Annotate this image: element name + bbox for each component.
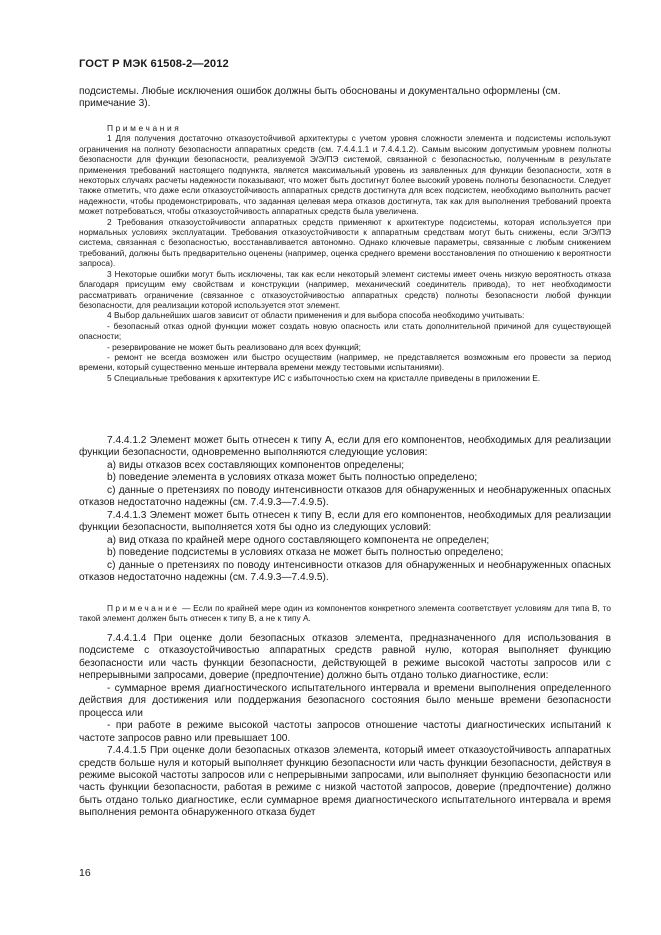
clause-7-4-4-1-2-a: а) виды отказов всех составляющих компонентов определены; xyxy=(107,459,405,471)
clause-7-4-4-1-2-c: c) данные о претензиях по поводу интенсивности отказов для обнаруженных и необнаруженных опасных отказов недостаточно надежны (см. 7.4.9.3—7.4.9.5). xyxy=(79,484,611,509)
intro-line-1: подсистемы. Любые исключения ошибок должны быть обоснованы и документально оформлены (см. xyxy=(79,86,561,97)
clause-7-4-4-1-5: 7.4.4.1.5 При оценке доли безопасных отказов элемента, который имеет отказоустойчивость аппаратных средств больше нуля и который выполняет функцию безопасности или часть функции безопасности, действуя в режиме высокой частоты запросов или с непрерывными запросами, или выполняет функцию безопасности или часть функции безопасности, работая в режиме с низкой частотой запросов, доверие (предпочтение) должно быть отдано только диагностике, если суммарное время диагностического испытательного интервала и время выполнения ремонта обнаруженного отказа будет xyxy=(79,745,611,819)
intro-block xyxy=(79,86,611,111)
type-note-label: Примечание xyxy=(107,603,180,613)
note-4-item-b: - резервирование не может быть реализовано для всех функций; xyxy=(107,341,362,352)
type-note xyxy=(79,603,611,624)
section-7-4-4-1-2 xyxy=(79,435,611,584)
type-note-block xyxy=(79,603,611,624)
note-5: 5 Специальные требования к архитектуре ИС с избыточностью схем на кристалле приведены в приложении Е. xyxy=(107,372,541,383)
note-4-item-a: - безопасный отказ одной функции может создать новую опасность или стать дополнительной причиной для существующей опасности; xyxy=(79,320,611,342)
clause-7-4-4-1-3-b: b) поведение подсистемы в условиях отказа не может быть полностью определено; xyxy=(107,547,504,559)
note-4-item-c: - ремонт не всегда возможен или быстро осуществим (например, не представляется возможным его провести за период времени, который существенно меньше интервала времени между тестовыми испытаниями). xyxy=(79,351,611,373)
clause-7-4-4-1-2-b: b) поведение элемента в условиях отказа может быть полностью определено; xyxy=(107,472,478,484)
note-2: 2 Требования отказоустойчивости аппаратных средств применяют к архитектуре подсистемы, которая используется при нормальных условиях эксплуатации. Требования отказоустойчивости к аппаратным средствам могут быть снижены, если Э/Э/ПЭ система, связанная с безопасностью, восстанавливается автономно. Однако ключевые параметры, связанные с любым снижением требований, должны быть предварительно оценены (например, оценка среднего времени восстановления по отношению к вероятности запроса). xyxy=(79,216,611,269)
type-note-text: — Если по крайней мере один из компонентов конкретного элемента соответствует условиям для типа В, то такой элемент должен быть отнесен к типу В, а не к типу А. xyxy=(79,603,611,624)
clause-7-4-4-1-4-item-2: - при работе в режиме высокой частоты запросов отношение частоты диагностических испытаний к частоте запросов равно или превышает 100. xyxy=(79,720,611,744)
notes-block xyxy=(79,123,611,383)
notes-title: Примечания xyxy=(107,123,182,133)
clause-7-4-4-1-3-c: c) данные о претензиях по поводу интенсивности отказов для обнаруженных и необнаруженных опасных отказов недостаточно надежны (см. 7.4.9.3—7.4.9.5). xyxy=(79,559,611,583)
document-header: ГОСТ Р МЭК 61508-2—2012 xyxy=(79,58,229,70)
clause-7-4-4-1-4: 7.4.4.1.4 При оценке доли безопасных отказов элемента, предназначенного для использования в подсистеме с отказоустойчивостью аппаратных средств равной нулю, которая выполняет функцию безопасности или часть функции безопасности, действующей в режиме высокой частоты запросов или с непрерывными запросами, доверие (предпочтение) должно быть отдано только диагностике, если: xyxy=(79,633,611,682)
note-3: 3 Некоторые ошибки могут быть исключены, так как если некоторый элемент системы имеет очень низкую вероятность отказа благодаря присущим ему свойствам и конструкции (например, механический соединитель привода), то нет необходимости рассматривать ограничение (связанное с отказоустойчивостью аппаратных средств) полноты безопасности любой функции безопасности, для реализации которой используется этот элемент. xyxy=(79,268,611,310)
intro-line-2: примечание 3). xyxy=(79,98,151,110)
note-1: 1 Для получения достаточно отказоустойчивой архитектуры с учетом уровня сложности элемента и подсистемы используют ограничения на полноту безопасности аппаратных средств (см. 7.4.4.1.1 и 7.4.4.1.2). Самым высоким допустимым уровнем полноты безопасности для функции безопасности, реализуемой Э/Э/ПЭ системой, связанной с безопасностью, полученным в результате применения требований настоящего подпункта, является максимальный уровень из заявленных для функции безопасности, хотя в некоторых случаях расчеты надежности показывают, что может быть достигнут более высокий уровень полноты безопасности. Следует также отметить, что даже если отказоустойчивость аппаратных средств достигнута для всех подсистем, необходимо выполнить расчет надежности, чтобы продемонстрировать, что заданная целевая мера отказов достигнута, так как для выполнения требований проекта может потребоваться, чтобы отказоустойчивость аппаратных средств была увеличена. xyxy=(79,133,611,217)
clause-7-4-4-1-4-item-1: - суммарное время диагностического испытательного интервала и времени выполнения определенного действия для достижения или поддержания безопасного состояния было меньше времени безопасности процесса или xyxy=(79,682,611,719)
section-7-4-4-1-4 xyxy=(79,633,611,820)
clause-7-4-4-1-2: 7.4.4.1.2 Элемент может быть отнесен к типу А, если для его компонентов, необходимых для реализации функции безопасности, одновременно выполняются следующие условия: xyxy=(79,435,611,459)
note-4: 4 Выбор дальнейших шагов зависит от области применения и для выбора способа необходимо учитывать: xyxy=(107,310,525,321)
clause-7-4-4-1-3: 7.4.4.1.3 Элемент может быть отнесен к типу В, если для его компонентов, необходимых для реализации функции безопасности, выполняется хотя бы одно из следующих условий: xyxy=(79,509,611,534)
page-number: 16 xyxy=(79,867,91,879)
clause-7-4-4-1-3-a: а) вид отказа по крайней мере одного составляющего компонента не определен; xyxy=(107,534,490,546)
